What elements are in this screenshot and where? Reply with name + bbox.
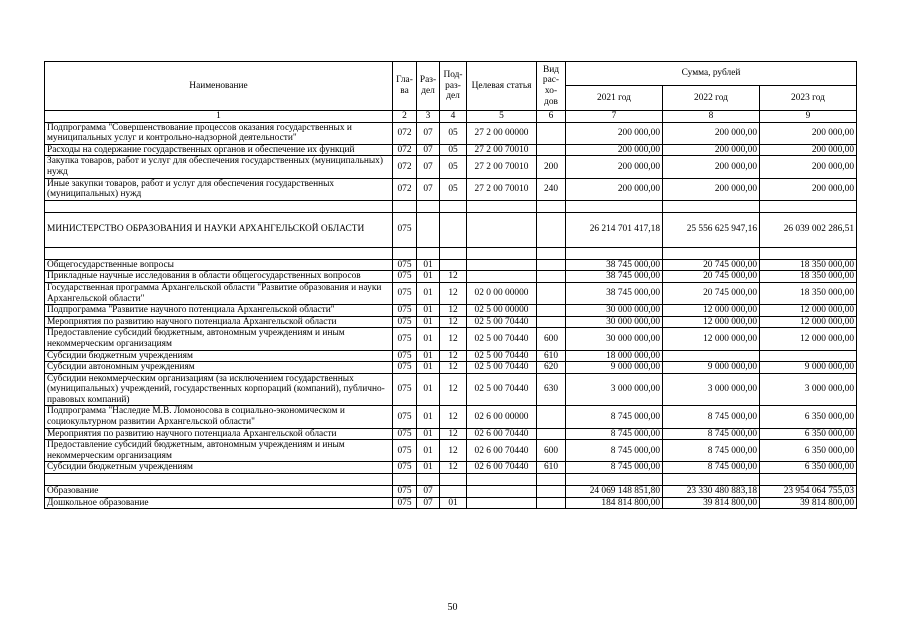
row-sum-2022: 8 745 000,00 [663,440,760,462]
row-sum-2023: 6 350 000,00 [760,440,857,462]
row-sum-2021: 9 000 000,00 [566,362,663,374]
row-target [467,259,537,271]
row-sum-2023: 18 350 000,00 [760,282,857,304]
header-2021: 2021 год [566,86,663,111]
row-podrazdel: 12 [440,373,467,406]
row-glava: 072 [393,122,417,144]
row-glava: 075 [393,497,417,509]
row-glava: 072 [393,156,417,178]
column-number: 2 [393,111,417,123]
row-glava: 075 [393,282,417,304]
row-target: 27 2 00 00000 [467,122,537,144]
row-podrazdel: 05 [440,178,467,200]
row-sum-2023: 6 350 000,00 [760,406,857,428]
row-name: Мероприятия по развитию научного потенциала Архангельской области [45,316,393,328]
row-razdel: 01 [417,462,440,474]
table-row-spacer [45,200,857,212]
row-glava: 075 [393,373,417,406]
row-podrazdel [440,212,467,247]
row-name: Предоставление субсидий бюджетным, автономным учреждениям и иным некоммерческим организациям [45,328,393,350]
row-vid [537,406,566,428]
row-name: Подпрограмма "Совершенствование процессов оказания государственных и муниципальных услуг и контрольно-надзорной деятельности" [45,122,393,144]
row-target: 02 5 00 00000 [467,305,537,317]
row-sum-2022: 8 745 000,00 [663,428,760,440]
row-sum-2022: 3 000 000,00 [663,373,760,406]
row-sum-2023: 18 350 000,00 [760,259,857,271]
row-glava: 075 [393,212,417,247]
row-glava: 075 [393,428,417,440]
row-name: Предоставление субсидий бюджетным, автономным учреждениям и иным некоммерческим организациям [45,440,393,462]
row-glava: 075 [393,328,417,350]
row-razdel: 01 [417,373,440,406]
row-sum-2021: 8 745 000,00 [566,428,663,440]
row-name: Расходы на содержание государственных органов и обеспечение их функций [45,144,393,156]
row-name: Мероприятия по развитию научного потенциала Архангельской области [45,428,393,440]
table-row [45,362,857,374]
row-name: Субсидии некоммерческим организациям (за исключением государственных (муниципальных) учреждений, государственных корпораций (компаний), публично-правовых компаний) [45,373,393,406]
row-sum-2023: 12 000 000,00 [760,328,857,350]
header-glava: Гла-ва [393,62,417,111]
budget-table [44,61,857,509]
column-number: 6 [537,111,566,123]
empty-cell [417,474,440,486]
empty-cell [537,200,566,212]
row-razdel [417,212,440,247]
row-vid: 200 [537,156,566,178]
row-name: Субсидии бюджетным учреждениям [45,350,393,362]
table-row [45,406,857,428]
row-vid [537,144,566,156]
row-vid [537,212,566,247]
column-number: 8 [663,111,760,123]
empty-cell [440,247,467,259]
row-sum-2022: 12 000 000,00 [663,328,760,350]
row-sum-2023: 3 000 000,00 [760,373,857,406]
row-sum-2023: 200 000,00 [760,144,857,156]
row-sum-2022: 20 745 000,00 [663,282,760,304]
row-razdel: 01 [417,406,440,428]
row-glava: 075 [393,362,417,374]
header-podrazdel: Под-раз-дел [440,62,467,111]
row-glava: 072 [393,178,417,200]
row-razdel: 07 [417,144,440,156]
row-glava: 075 [393,440,417,462]
row-sum-2021: 200 000,00 [566,144,663,156]
empty-cell [393,247,417,259]
table-row [45,486,857,498]
table-row [45,428,857,440]
row-sum-2022: 200 000,00 [663,178,760,200]
row-target [467,497,537,509]
table-row-spacer [45,474,857,486]
row-target: 27 2 00 70010 [467,178,537,200]
row-podrazdel: 12 [440,406,467,428]
row-sum-2023 [760,350,857,362]
empty-cell [537,247,566,259]
row-podrazdel: 05 [440,122,467,144]
empty-cell [417,247,440,259]
row-razdel: 07 [417,486,440,498]
header-2022: 2022 год [663,86,760,111]
row-sum-2021: 30 000 000,00 [566,328,663,350]
row-sum-2022: 12 000 000,00 [663,316,760,328]
row-target [467,486,537,498]
page-number: 50 [447,602,458,613]
row-sum-2021: 24 069 148 851,80 [566,486,663,498]
row-vid: 610 [537,350,566,362]
empty-cell [537,474,566,486]
row-sum-2021: 184 814 800,00 [566,497,663,509]
row-razdel: 01 [417,328,440,350]
row-podrazdel: 05 [440,144,467,156]
row-glava: 075 [393,316,417,328]
row-glava: 075 [393,350,417,362]
empty-cell [760,200,857,212]
row-sum-2021: 38 745 000,00 [566,259,663,271]
row-glava: 075 [393,462,417,474]
empty-cell [440,474,467,486]
table-row [45,328,857,350]
header-name: Наименование [45,62,393,111]
row-sum-2023: 12 000 000,00 [760,316,857,328]
row-glava: 075 [393,259,417,271]
row-razdel: 01 [417,305,440,317]
empty-cell [566,247,663,259]
row-vid [537,428,566,440]
row-glava: 075 [393,271,417,283]
table-row [45,271,857,283]
row-sum-2021: 8 745 000,00 [566,462,663,474]
empty-cell [663,247,760,259]
row-target: 02 5 00 70440 [467,373,537,406]
row-sum-2021: 26 214 701 417,18 [566,212,663,247]
header-target: Целевая статья [467,62,537,111]
row-target: 02 6 00 70440 [467,428,537,440]
table-row [45,305,857,317]
row-sum-2022: 200 000,00 [663,156,760,178]
row-sum-2023: 9 000 000,00 [760,362,857,374]
row-sum-2021: 8 745 000,00 [566,440,663,462]
row-name: Прикладные научные исследования в области общегосударственных вопросов [45,271,393,283]
empty-cell [45,247,393,259]
row-target: 27 2 00 70010 [467,144,537,156]
row-razdel: 01 [417,316,440,328]
row-sum-2022: 20 745 000,00 [663,259,760,271]
row-sum-2023: 26 039 002 286,51 [760,212,857,247]
row-sum-2022: 200 000,00 [663,144,760,156]
table-row [45,259,857,271]
row-sum-2022: 8 745 000,00 [663,406,760,428]
row-podrazdel: 12 [440,362,467,374]
table-row [45,212,857,247]
row-podrazdel: 12 [440,440,467,462]
table-row [45,440,857,462]
header-vid: Вид рас-хо-дов [537,62,566,111]
table-row [45,282,857,304]
row-vid [537,316,566,328]
column-number: 4 [440,111,467,123]
row-sum-2022: 25 556 625 947,16 [663,212,760,247]
row-podrazdel: 12 [440,282,467,304]
row-vid: 240 [537,178,566,200]
row-podrazdel: 12 [440,316,467,328]
row-sum-2021: 38 745 000,00 [566,271,663,283]
row-razdel: 01 [417,282,440,304]
row-target: 02 6 00 70440 [467,440,537,462]
row-name: Дошкольное образование [45,497,393,509]
header-razdel: Раз-дел [417,62,440,111]
empty-cell [467,474,537,486]
row-name: Подпрограмма "Развитие научного потенциала Архангельской области" [45,305,393,317]
row-podrazdel [440,259,467,271]
row-sum-2023: 23 954 064 755,03 [760,486,857,498]
empty-cell [663,474,760,486]
row-name: Государственная программа Архангельской области "Развитие образования и науки Архангельской области" [45,282,393,304]
row-name: Общегосударственные вопросы [45,259,393,271]
row-sum-2023: 6 350 000,00 [760,428,857,440]
row-podrazdel [440,486,467,498]
row-target: 02 0 00 00000 [467,282,537,304]
row-podrazdel: 12 [440,462,467,474]
empty-cell [440,200,467,212]
row-vid: 600 [537,328,566,350]
row-sum-2022: 23 330 480 883,18 [663,486,760,498]
table-row [45,316,857,328]
row-sum-2021: 200 000,00 [566,156,663,178]
empty-cell [417,200,440,212]
row-glava: 075 [393,486,417,498]
row-podrazdel: 12 [440,271,467,283]
row-name: Образование [45,486,393,498]
column-number-row [45,111,857,123]
row-sum-2023: 200 000,00 [760,156,857,178]
row-razdel: 07 [417,122,440,144]
row-vid: 630 [537,373,566,406]
row-sum-2021: 30 000 000,00 [566,316,663,328]
row-sum-2023: 12 000 000,00 [760,305,857,317]
empty-cell [393,200,417,212]
row-vid [537,282,566,304]
row-sum-2021: 30 000 000,00 [566,305,663,317]
row-sum-2021: 200 000,00 [566,178,663,200]
row-target: 02 6 00 70440 [467,462,537,474]
row-sum-2022: 8 745 000,00 [663,462,760,474]
row-podrazdel: 12 [440,328,467,350]
row-podrazdel: 01 [440,497,467,509]
row-vid [537,486,566,498]
row-name: Закупка товаров, работ и услуг для обеспечения государственных (муниципальных) нужд [45,156,393,178]
row-name: МИНИСТЕРСТВО ОБРАЗОВАНИЯ И НАУКИ АРХАНГЕЛЬСКОЙ ОБЛАСТИ [45,212,393,247]
row-target: 02 5 00 70440 [467,350,537,362]
row-vid [537,497,566,509]
row-glava: 075 [393,406,417,428]
table-body [45,122,857,509]
row-sum-2023: 200 000,00 [760,122,857,144]
row-target: 02 5 00 70440 [467,362,537,374]
row-vid [537,305,566,317]
row-sum-2022: 39 814 800,00 [663,497,760,509]
table-row [45,178,857,200]
row-vid [537,122,566,144]
row-target: 02 5 00 70440 [467,316,537,328]
empty-cell [45,474,393,486]
row-name: Иные закупки товаров, работ и услуг для обеспечения государственных (муниципальных) нужд [45,178,393,200]
row-sum-2023: 6 350 000,00 [760,462,857,474]
row-target [467,212,537,247]
row-name: Подпрограмма "Наследие М.В. Ломоносова в социально-экономическом и социокультурном развитии Архангельской области" [45,406,393,428]
row-vid [537,271,566,283]
row-razdel: 07 [417,156,440,178]
row-razdel: 01 [417,271,440,283]
empty-cell [663,200,760,212]
row-vid: 620 [537,362,566,374]
column-number: 7 [566,111,663,123]
row-name: Субсидии автономным учреждениям [45,362,393,374]
empty-cell [760,247,857,259]
table-row [45,156,857,178]
row-sum-2022: 20 745 000,00 [663,271,760,283]
row-sum-2022 [663,350,760,362]
row-sum-2021: 200 000,00 [566,122,663,144]
column-number: 9 [760,111,857,123]
empty-cell [45,200,393,212]
row-target [467,271,537,283]
row-razdel: 01 [417,440,440,462]
header-sum: Сумма, рублей [566,62,857,86]
table-row [45,497,857,509]
column-number: 1 [45,111,393,123]
row-target: 27 2 00 70010 [467,156,537,178]
row-razdel: 01 [417,428,440,440]
row-sum-2023: 200 000,00 [760,178,857,200]
row-podrazdel: 12 [440,350,467,362]
empty-cell [467,200,537,212]
row-name: Субсидии бюджетным учреждениям [45,462,393,474]
empty-cell [760,474,857,486]
row-razdel: 01 [417,259,440,271]
row-sum-2023: 39 814 800,00 [760,497,857,509]
row-sum-2022: 200 000,00 [663,122,760,144]
row-sum-2021: 18 000 000,00 [566,350,663,362]
table-row [45,122,857,144]
empty-cell [566,474,663,486]
column-number: 5 [467,111,537,123]
row-razdel: 07 [417,497,440,509]
row-sum-2023: 18 350 000,00 [760,271,857,283]
empty-cell [467,247,537,259]
table-row [45,462,857,474]
row-podrazdel: 05 [440,156,467,178]
row-razdel: 01 [417,362,440,374]
column-number: 3 [417,111,440,123]
row-podrazdel: 12 [440,428,467,440]
table-row [45,350,857,362]
row-target: 02 5 00 70440 [467,328,537,350]
row-vid: 610 [537,462,566,474]
row-vid: 600 [537,440,566,462]
table-row [45,373,857,406]
empty-cell [393,474,417,486]
row-sum-2022: 12 000 000,00 [663,305,760,317]
row-vid [537,259,566,271]
row-glava: 072 [393,144,417,156]
empty-cell [566,200,663,212]
row-razdel: 01 [417,350,440,362]
row-glava: 075 [393,305,417,317]
row-sum-2021: 38 745 000,00 [566,282,663,304]
row-sum-2021: 3 000 000,00 [566,373,663,406]
row-sum-2022: 9 000 000,00 [663,362,760,374]
row-podrazdel: 12 [440,305,467,317]
table-row-spacer [45,247,857,259]
row-target: 02 6 00 00000 [467,406,537,428]
table-row [45,144,857,156]
row-sum-2021: 8 745 000,00 [566,406,663,428]
header-2023: 2023 год [760,86,857,111]
row-razdel: 07 [417,178,440,200]
